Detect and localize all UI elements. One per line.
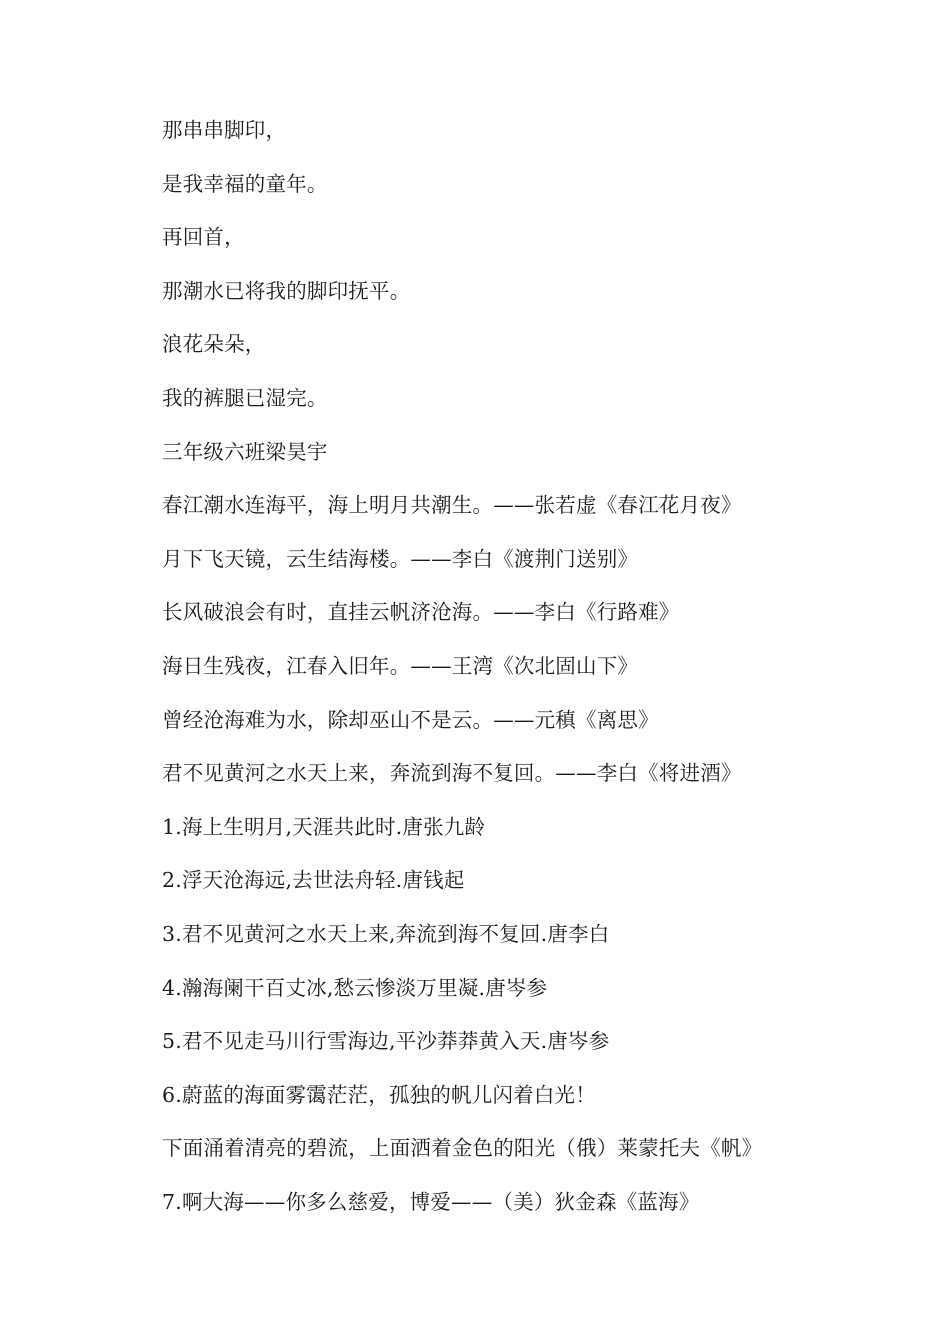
numbered-quote-line: 4.瀚海阑干百丈冰,愁云惨淡万里凝.唐岑参 — [162, 975, 548, 1000]
numbered-quote-line: 6.蔚蓝的海面雾霭茫茫，孤独的帆儿闪着白光！ — [162, 1082, 596, 1107]
author-line: 三年级六班梁昊宇 — [162, 439, 328, 464]
text-line: 再回首， — [162, 225, 245, 250]
numbered-quote-line: 7.啊大海——你多么慈爱，博爱——（美）狄金森《蓝海》 — [162, 1189, 700, 1214]
quote-continuation-line: 下面涌着清亮的碧流，上面洒着金色的阳光（俄）莱蒙托夫《帆》 — [162, 1136, 763, 1161]
text-line: 是我幸福的童年。 — [162, 171, 328, 196]
numbered-quote-line: 1.海上生明月,天涯共此时.唐张九龄 — [162, 814, 486, 839]
poem-quote-line: 君不见黄河之水天上来，奔流到海不复回。——李白《将进酒》 — [162, 761, 742, 786]
text-line: 那潮水已将我的脚印抚平。 — [162, 278, 411, 303]
poem-quote-line: 长风破浪会有时，直挂云帆济沧海。——李白《行路难》 — [162, 600, 680, 625]
text-line: 浪花朵朵， — [162, 332, 266, 357]
numbered-quote-line: 5.君不见走马川行雪海边,平沙莽莽黄入天.唐岑参 — [162, 1029, 610, 1054]
poem-quote-line: 曾经沧海难为水，除却巫山不是云。——元稹《离思》 — [162, 707, 659, 732]
poem-quote-line: 海日生残夜，江春入旧年。——王湾《次北固山下》 — [162, 653, 639, 678]
poem-quote-line: 春江潮水连海平，海上明月共潮生。——张若虚《春江花月夜》 — [162, 493, 742, 518]
text-line: 我的裤腿已湿完。 — [162, 385, 328, 410]
numbered-quote-line: 3.君不见黄河之水天上来,奔流到海不复回.唐李白 — [162, 921, 610, 946]
text-lines — [162, 114, 862, 1239]
text-line: 那串串脚印， — [162, 118, 287, 142]
numbered-quote-line: 2.浮天沧海远,去世法舟轻.唐钱起 — [162, 868, 465, 893]
poem-quote-line: 月下飞天镜，云生结海楼。——李白《渡荆门送别》 — [162, 546, 639, 571]
